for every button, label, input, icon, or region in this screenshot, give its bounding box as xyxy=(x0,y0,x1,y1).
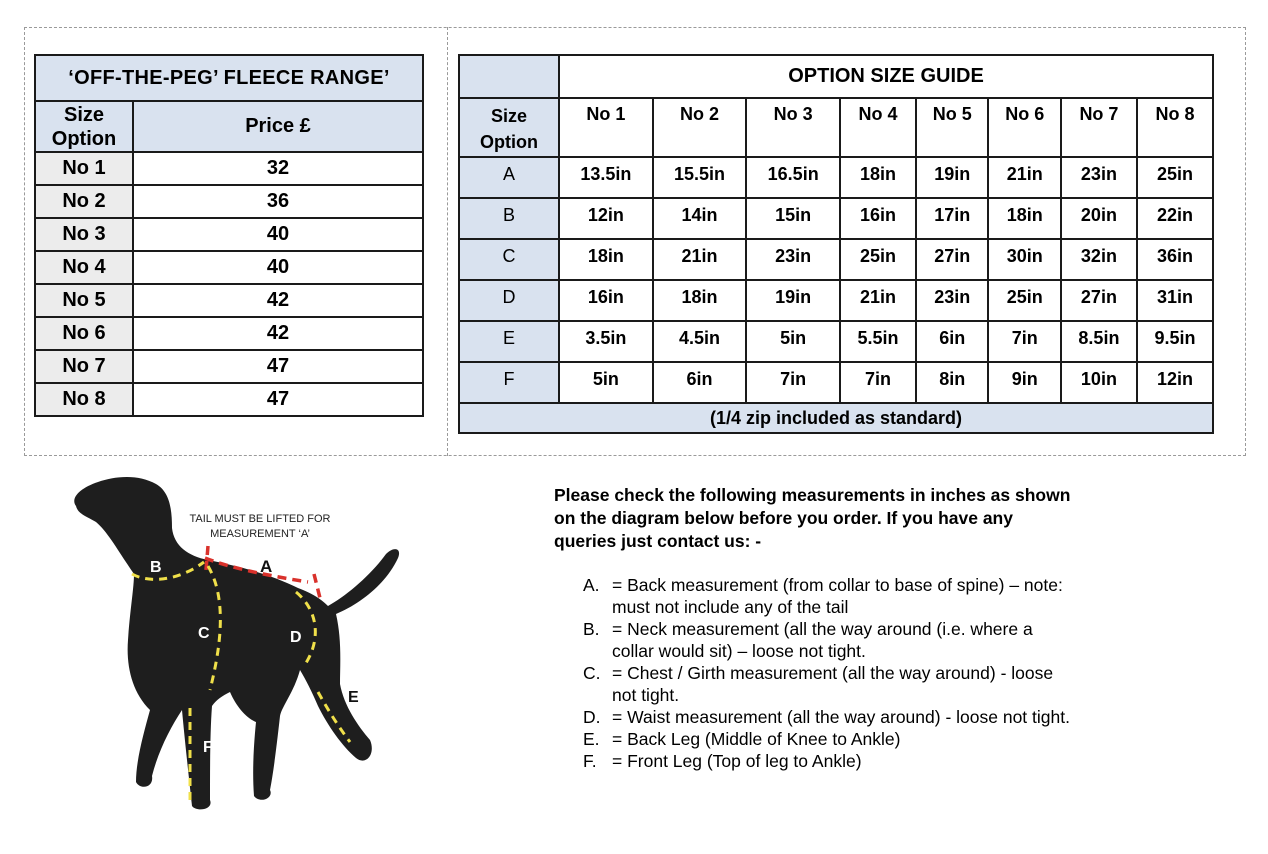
size-guide-cell: 27in xyxy=(916,239,988,280)
size-guide-cell: 22in xyxy=(1137,198,1213,239)
diagram-label-e: E xyxy=(348,689,359,706)
size-guide-cell: 25in xyxy=(988,280,1060,321)
intro-line: on the diagram below before you order. If you have any xyxy=(554,508,1013,528)
size-guide-column-header: No 4 xyxy=(840,98,916,157)
size-guide-cell: 18in xyxy=(840,157,916,198)
size-header-line-2: Option xyxy=(480,132,538,152)
price-row xyxy=(35,251,423,284)
size-guide-cell: 13.5in xyxy=(559,157,653,198)
measurement-text: = Neck measurement (all the way around (i.e. where a xyxy=(612,619,1033,639)
size-guide-cell: 18in xyxy=(653,280,747,321)
size-guide-cell: 31in xyxy=(1137,280,1213,321)
size-guide-row xyxy=(459,321,1213,362)
price-row xyxy=(35,152,423,185)
price-row-size: No 8 xyxy=(35,383,133,416)
size-guide-cell: 7in xyxy=(746,362,840,403)
price-table-size-header xyxy=(35,101,133,152)
size-guide-column-header: No 3 xyxy=(746,98,840,157)
size-guide-footer: (1/4 zip included as standard) xyxy=(459,403,1213,433)
size-guide-row-option: C xyxy=(459,239,559,280)
measurement-text: not tight. xyxy=(612,685,680,705)
size-header-line-1: Size xyxy=(490,106,528,126)
size-guide-cell: 5in xyxy=(746,321,840,362)
measurement-intro xyxy=(554,484,1154,553)
measurement-letter: A. xyxy=(583,575,600,595)
size-guide-cell: 19in xyxy=(746,280,840,321)
size-guide-row xyxy=(459,239,1213,280)
size-guide-cell: 12in xyxy=(1137,362,1213,403)
dog-measurement-diagram xyxy=(60,470,405,825)
size-guide-cell: 5.5in xyxy=(840,321,916,362)
size-guide-row xyxy=(459,280,1213,321)
size-guide-cell: 20in xyxy=(1061,198,1137,239)
price-row xyxy=(35,218,423,251)
size-guide-column-header: No 2 xyxy=(653,98,747,157)
size-guide-row xyxy=(459,198,1213,239)
measurement-item xyxy=(583,750,1183,772)
measurement-text: = Front Leg (Top of leg to Ankle) xyxy=(612,751,862,771)
measurement-letter: C. xyxy=(583,663,601,683)
price-row-price: 42 xyxy=(133,317,423,350)
size-guide-cell: 6in xyxy=(916,321,988,362)
size-guide-cell: 9in xyxy=(988,362,1060,403)
measurement-text: = Chest / Girth measurement (all the way around) - loose xyxy=(612,663,1054,683)
intro-line: Please check the following measurements in inches as shown xyxy=(554,485,1071,505)
size-guide-cell: 21in xyxy=(840,280,916,321)
size-guide-cell: 3.5in xyxy=(559,321,653,362)
size-guide-cell: 32in xyxy=(1061,239,1137,280)
size-guide-cell: 17in xyxy=(916,198,988,239)
size-header-line-1: Size xyxy=(63,103,105,126)
size-guide-cell: 16.5in xyxy=(746,157,840,198)
size-guide-cell: 5in xyxy=(559,362,653,403)
price-row-price: 32 xyxy=(133,152,423,185)
size-guide-cell: 12in xyxy=(559,198,653,239)
size-guide-cell: 21in xyxy=(653,239,747,280)
price-row xyxy=(35,185,423,218)
price-row xyxy=(35,383,423,416)
size-guide-cell: 15.5in xyxy=(653,157,747,198)
measurement-text: = Waist measurement (all the way around) - loose not tight. xyxy=(612,707,1070,727)
price-row-price: 42 xyxy=(133,284,423,317)
size-guide-cell: 16in xyxy=(559,280,653,321)
size-guide-column-header: No 8 xyxy=(1137,98,1213,157)
size-guide-corner xyxy=(459,55,559,98)
measurement-text: = Back Leg (Middle of Knee to Ankle) xyxy=(612,729,901,749)
size-guide-cell: 14in xyxy=(653,198,747,239)
measurement-item xyxy=(583,706,1183,728)
size-guide-cell: 16in xyxy=(840,198,916,239)
price-table-price-header: Price £ xyxy=(133,101,423,152)
measurement-item xyxy=(583,662,1183,706)
size-guide-cell: 23in xyxy=(916,280,988,321)
size-guide-cell: 30in xyxy=(988,239,1060,280)
measurement-text: collar would sit) – loose not tight. xyxy=(612,641,866,661)
diagram-label-b: B xyxy=(150,559,162,576)
fleece-price-table xyxy=(34,54,424,417)
size-guide-row-option: A xyxy=(459,157,559,198)
measurement-letter: B. xyxy=(583,619,600,639)
diagram-label-d: D xyxy=(290,629,302,646)
measurement-letter: E. xyxy=(583,729,600,749)
size-guide-column-header: No 6 xyxy=(988,98,1060,157)
size-guide-cell: 7in xyxy=(840,362,916,403)
measurement-letter: F. xyxy=(583,751,597,771)
price-row-price: 40 xyxy=(133,251,423,284)
size-guide-cell: 8.5in xyxy=(1061,321,1137,362)
price-row-price: 47 xyxy=(133,350,423,383)
size-guide-column-header: No 1 xyxy=(559,98,653,157)
price-row-size: No 7 xyxy=(35,350,133,383)
size-guide-cell: 18in xyxy=(988,198,1060,239)
price-table-title: ‘OFF-THE-PEG’ FLEECE RANGE’ xyxy=(35,55,423,101)
size-guide-header-row xyxy=(459,98,1213,157)
size-guide-cell: 7in xyxy=(988,321,1060,362)
measurement-item xyxy=(583,618,1183,662)
size-guide-row xyxy=(459,157,1213,198)
size-guide-size-header xyxy=(459,98,559,157)
size-guide-cell: 9.5in xyxy=(1137,321,1213,362)
measurement-item xyxy=(583,574,1183,618)
measurement-letter: D. xyxy=(583,707,601,727)
price-row-size: No 1 xyxy=(35,152,133,185)
measurement-text: = Back measurement (from collar to base of spine) – note: xyxy=(612,575,1063,595)
diagram-label-f: F xyxy=(203,739,213,756)
size-guide-cell: 23in xyxy=(1061,157,1137,198)
intro-line: queries just contact us: - xyxy=(554,531,762,551)
size-guide-cell: 21in xyxy=(988,157,1060,198)
size-guide-cell: 8in xyxy=(916,362,988,403)
size-guide-cell: 23in xyxy=(746,239,840,280)
price-row-size: No 5 xyxy=(35,284,133,317)
size-guide-column-header: No 5 xyxy=(916,98,988,157)
size-guide-cell: 19in xyxy=(916,157,988,198)
price-row xyxy=(35,284,423,317)
size-guide-row-option: E xyxy=(459,321,559,362)
size-guide-column-header: No 7 xyxy=(1061,98,1137,157)
tail-note-line-1: TAIL MUST BE LIFTED FOR xyxy=(189,513,331,525)
price-row-size: No 6 xyxy=(35,317,133,350)
size-guide-cell: 6in xyxy=(653,362,747,403)
measurement-item xyxy=(583,728,1183,750)
price-row-price: 36 xyxy=(133,185,423,218)
size-guide-row-option: F xyxy=(459,362,559,403)
measurement-text: must not include any of the tail xyxy=(612,597,849,617)
price-row-size: No 4 xyxy=(35,251,133,284)
price-row-price: 40 xyxy=(133,218,423,251)
size-guide-title: OPTION SIZE GUIDE xyxy=(559,55,1213,98)
price-row xyxy=(35,350,423,383)
size-guide-cell: 25in xyxy=(1137,157,1213,198)
option-size-guide-table xyxy=(458,54,1214,434)
size-guide-cell: 15in xyxy=(746,198,840,239)
measurement-list xyxy=(583,574,1183,772)
size-guide-cell: 27in xyxy=(1061,280,1137,321)
size-guide-cell: 10in xyxy=(1061,362,1137,403)
diagram-label-c: C xyxy=(198,625,210,642)
size-guide-cell: 4.5in xyxy=(653,321,747,362)
size-guide-cell: 18in xyxy=(559,239,653,280)
tail-note-line-2: MEASUREMENT ‘A’ xyxy=(210,528,310,540)
price-row xyxy=(35,317,423,350)
dog-silhouette xyxy=(74,477,399,809)
diagram-label-a: A xyxy=(260,557,273,576)
tables-divider xyxy=(447,27,448,456)
price-row-size: No 3 xyxy=(35,218,133,251)
size-guide-cell: 25in xyxy=(840,239,916,280)
size-guide-row xyxy=(459,362,1213,403)
price-row-size: No 2 xyxy=(35,185,133,218)
size-header-line-2: Option xyxy=(51,127,117,150)
size-guide-cell: 36in xyxy=(1137,239,1213,280)
size-guide-row-option: D xyxy=(459,280,559,321)
price-row-price: 47 xyxy=(133,383,423,416)
size-guide-row-option: B xyxy=(459,198,559,239)
